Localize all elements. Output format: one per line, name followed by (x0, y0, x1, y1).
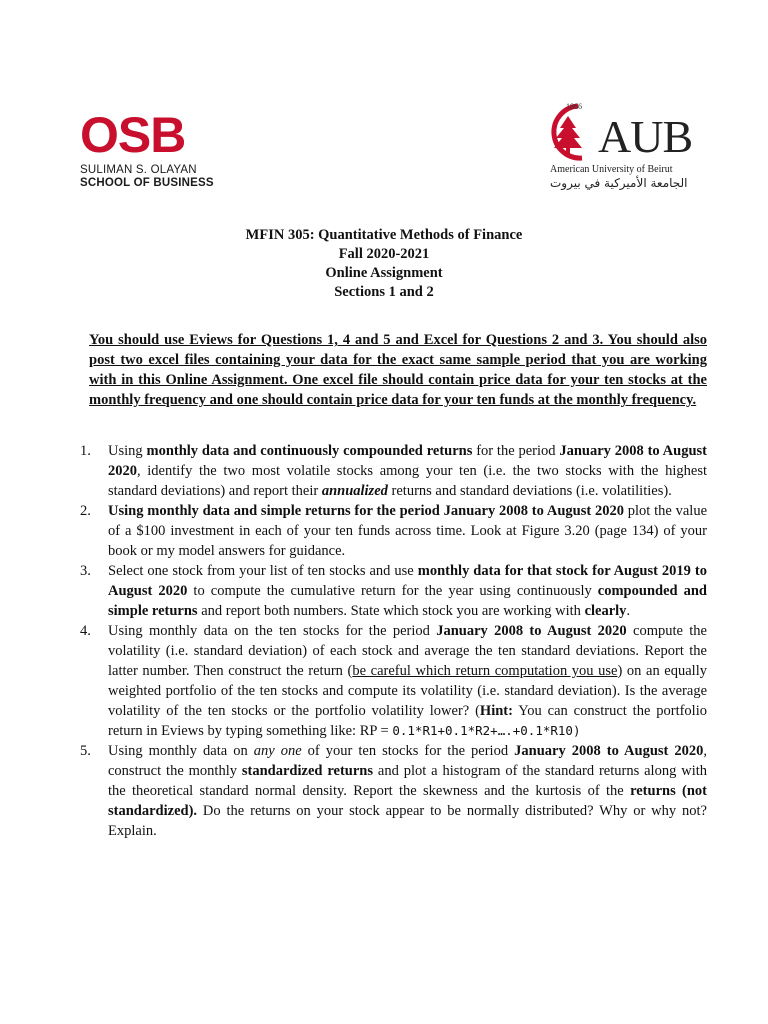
text: and report both numbers. State which stock you are working with (197, 603, 585, 619)
emphasis: monthly data and continuously compounded returns (146, 443, 473, 459)
text: ) on an equally weighted portfolio of the ten stocks and compute its volatility (i.e. standard deviation). Is the average volatility of the ten stocks or the portfolio volatility lower? ( (108, 663, 707, 719)
question-number: 1. (80, 443, 91, 459)
emphasis: January 2008 to August 2020 (514, 743, 704, 759)
assignment-type: Online Assignment (325, 265, 443, 281)
emphasis: returns (not standardized). (108, 783, 707, 819)
aub-english-name: American University of Beirut (550, 164, 673, 175)
osb-logo-line2: SCHOOL OF BUSINESS (80, 177, 214, 189)
code-snippet: 0.1*R1+0.1*R2+….+0.1*R10) (392, 723, 581, 738)
text: to compute the cumulative return for the year using continuously (187, 583, 598, 599)
emphasis: Using monthly data and simple returns for the period January 2008 to August 2020 (108, 503, 624, 519)
text: returns and standard deviations (i.e. volatilities). (387, 483, 672, 499)
emphasis: compounded and simple returns (108, 583, 707, 619)
emphasis: standardized returns (241, 763, 373, 779)
instructions-paragraph: You should use Eviews for Questions 1, 4 and 5 and Excel for Questions 2 and 3. You should also post two excel files containing your data for the exact same sample period that you are working with in this Online Assignment. One excel file should contain price data for your ten stocks at the monthly frequency and one should contain price data for your ten funds at the monthly frequency. (89, 332, 707, 408)
text: Select one stock from your list of ten stocks and use (108, 563, 418, 579)
title-block (0, 226, 768, 302)
question-number: 5. (80, 743, 91, 759)
aub-arabic-name: الجامعة الأميركية في بيروت (550, 176, 688, 190)
sections: Sections 1 and 2 (334, 284, 434, 300)
text: and plot a histogram of the standard returns along with the theoretical standard normal density. Report the skewness and the kurtosis of the (108, 763, 708, 799)
osb-logo-mark: OSB (80, 107, 186, 163)
aub-year: 1866 (566, 102, 582, 111)
course-title: MFIN 305: Quantitative Methods of Finance (245, 227, 523, 243)
question-1 (80, 441, 707, 501)
aub-logo-mark: AUB (598, 111, 693, 162)
text: Do the returns on your stock appear to be normally distributed? Why or why not? Explain. (108, 803, 707, 839)
emphasis: January 2008 to August 2020 (108, 443, 707, 479)
question-number: 2. (80, 503, 91, 519)
text: , construct the monthly (108, 743, 708, 779)
emphasis: Hint: (479, 703, 513, 719)
emphasis: clearly (584, 603, 627, 619)
osb-logo (80, 107, 220, 190)
emphasis: annualized (321, 483, 388, 499)
question-number: 3. (80, 563, 91, 579)
text: Using monthly data on (108, 743, 254, 759)
underlined-text: be careful which return computation you use (352, 663, 618, 679)
question-2 (80, 501, 707, 561)
question-number: 4. (80, 623, 91, 639)
question-3 (80, 561, 707, 621)
emphasis: monthly data for that stock for August 2019 to August 2020 (108, 563, 707, 599)
text: for the period (472, 443, 560, 459)
text: Using (108, 443, 147, 459)
osb-logo-line1: SULIMAN S. OLAYAN (80, 164, 197, 176)
term: Fall 2020-2021 (338, 246, 430, 262)
text: plot the value of a $100 investment in each of your ten funds across time. Look at Figure 3.20 (page 134) of your book or my model answers for guidance. (108, 503, 707, 559)
aub-logo (538, 98, 693, 198)
question-4 (80, 621, 707, 741)
emphasis: any one (253, 743, 302, 759)
text: of your ten stocks for the period (301, 743, 515, 759)
text: Using monthly data on the ten stocks for the period (108, 623, 437, 639)
question-list (80, 441, 707, 841)
text: compute the volatility (i.e. standard deviation) of each stock and average the ten standard deviations. Report the latter number. Then construct the return ( (108, 623, 707, 679)
text: You can construct the portfolio return in Eviews by typing something like: RP = (108, 703, 707, 739)
question-5 (80, 741, 707, 841)
text: , identify the two most volatile stocks among your ten (i.e. the two stocks with the highest standard deviations) and report their (108, 463, 707, 499)
emphasis: January 2008 to August 2020 (436, 623, 627, 639)
text: . (626, 603, 631, 619)
